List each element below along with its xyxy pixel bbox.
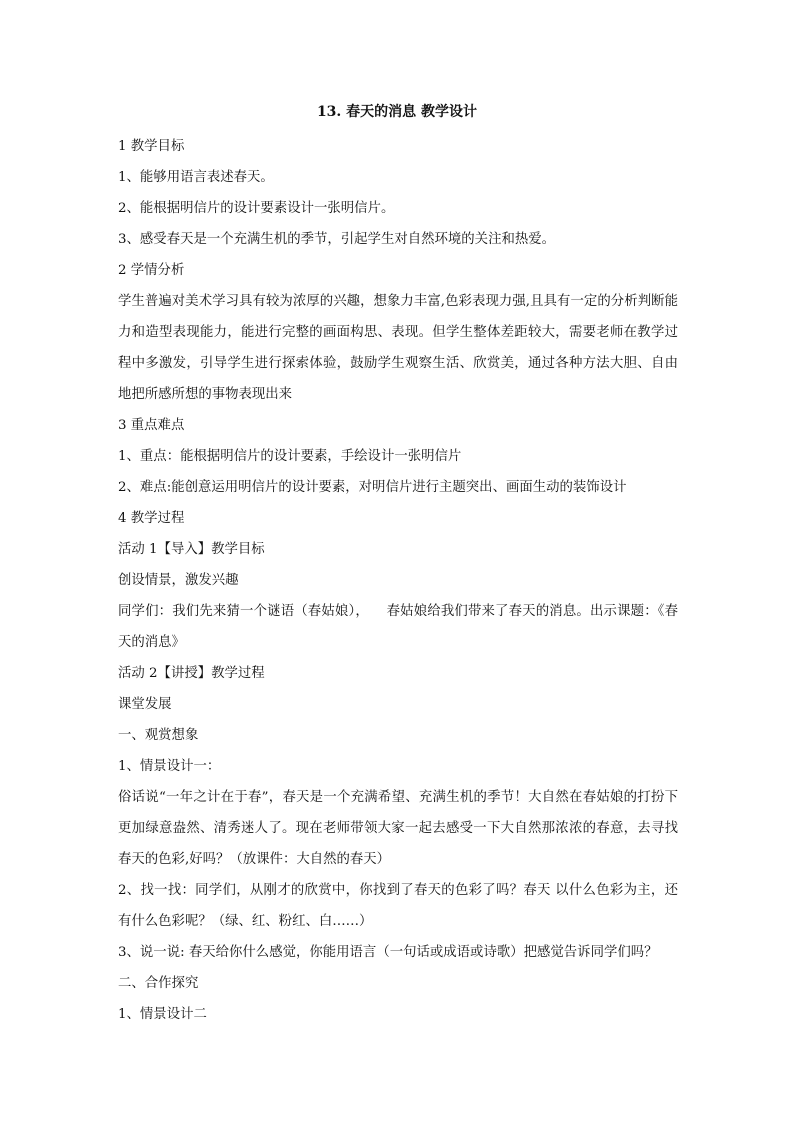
activity-1-paragraph: 同学们：我们先来猜一个谜语（春姑娘）， 春姑娘给我们带来了春天的消息。出示课题：《春天的消息》 — [118, 604, 678, 650]
part-2-heading: 二、合作探究 — [118, 976, 199, 991]
section-heading-analysis: 2 学情分析 — [118, 263, 185, 278]
part-1-heading: 一、观赏想象 — [118, 728, 199, 743]
objective-3: 3、感受春天是一个充满生机的季节，引起学生对自然环境的关注和热爱。 — [118, 232, 556, 247]
section-heading-objectives: 1 教学目标 — [118, 139, 185, 154]
analysis-paragraph: 学生普遍对美术学习具有较为浓厚的兴趣，想象力丰富,色彩表现力强,且具有一定的分析判断能力和造型表现能力，能进行完整的画面构思、表现。但学生整体差距较大，需要老师在教学过程中多激发，引导学生进行探索体验，鼓励学生观察生活、欣赏美，通过各种方法大胆、自由地把所感所想的事物表现出来 — [118, 294, 678, 402]
section-heading-key-points: 3 重点难点 — [118, 418, 185, 433]
activity-1-subtitle: 创设情景，激发兴趣 — [118, 573, 239, 588]
classroom-development: 课堂发展 — [118, 697, 172, 712]
find-paragraph: 2、找一找：同学们，从刚才的欣赏中，你找到了春天的色彩了吗？春天 以什么色彩为主，还有什么色彩呢？（绿、红、粉红、白……） — [118, 883, 678, 929]
scenario-2-heading: 1、情景设计二 — [118, 1007, 207, 1022]
activity-1-heading: 活动 1【导入】教学目标 — [118, 542, 265, 557]
say-paragraph: 3、说一说: 春天给你什么感觉，你能用语言（一句话或成语或诗歌）把感觉告诉同学们吗？ — [118, 945, 658, 960]
objective-2: 2、能根据明信片的设计要素设计一张明信片。 — [118, 201, 395, 216]
document-title: 13. 春天的消息 教学设计 — [316, 104, 478, 120]
scenario-1-heading: 1、情景设计一： — [118, 759, 221, 774]
section-heading-process: 4 教学过程 — [118, 511, 185, 526]
key-point-2: 2、难点:能创意运用明信片的设计要素，对明信片进行主题突出、画面生动的装饰设计 — [118, 480, 627, 495]
document-body — [118, 131, 678, 1030]
scenario-1-paragraph: 俗话说“一年之计在于春”，春天是一个充满希望、充满生机的季节！大自然在春姑娘的打扮下更加绿意盎然、清秀迷人了。现在老师带领大家一起去感受一下大自然那浓浓的春意，去寻找春天的色彩,好吗？（放课件：大自然的春天） — [118, 790, 678, 867]
activity-2-heading: 活动 2【讲授】教学过程 — [118, 666, 265, 681]
objective-1: 1、能够用语言表述春天。 — [118, 170, 274, 185]
key-point-1: 1、重点：能根据明信片的设计要素，手绘设计一张明信片 — [118, 449, 462, 464]
